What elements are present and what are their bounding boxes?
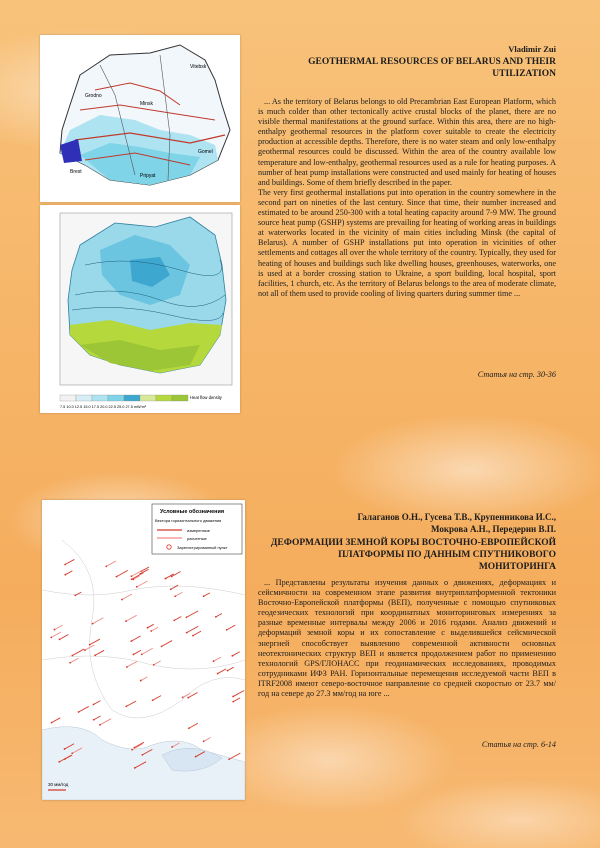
gps-station [131, 575, 133, 577]
gps-station [121, 599, 123, 601]
map2-legend-title: Heat flow density [190, 395, 222, 400]
article2-authors-line1: Галаганов О.Н., Гусева Т.В., Крупенникова И.С., [357, 512, 556, 522]
gps-station [232, 696, 234, 698]
gps-station [50, 636, 52, 638]
gps-station [226, 629, 228, 631]
gps-station [64, 748, 66, 750]
gps-station [188, 727, 190, 729]
gps-station [89, 644, 91, 646]
gps-station [186, 632, 188, 634]
gps-station [182, 697, 184, 699]
gps-station [141, 754, 143, 756]
article1-body [258, 97, 556, 299]
gps-station [93, 704, 95, 706]
article1-author: Vladimir Zui [508, 44, 556, 54]
gps-station [140, 680, 142, 682]
gps-station [116, 576, 118, 578]
gps-station [64, 758, 66, 760]
gps-station [132, 654, 134, 656]
gps-station [170, 588, 172, 590]
belarus-heat-flow-map [40, 205, 240, 413]
article1-page-reference: Статья на стр. 30-36 [477, 370, 556, 379]
gps-station [125, 620, 127, 622]
gps-station [64, 574, 66, 576]
legend-item-station: Зарегистрированный пункт [177, 545, 228, 550]
gps-station [71, 655, 73, 657]
legend-item-calculated: расчетные [187, 536, 207, 541]
gps-station [152, 699, 154, 701]
map1-label-brest: Brest [70, 169, 82, 175]
gps-station [171, 746, 173, 748]
article2-paragraph: ... Представлены результаты изучения данных о движениях, деформациях и сейсмичности на современном этапе развития внутриплатформенной тектоники Восточно-Европейской платформы (ВЕП), полученные с помощью спутниковых геодезических технологий при координатных мониторинговых измерениях за разные временные интервалы между 2006 и 2016 годами. Анализ движений и деформаций земной коры и их сопоставление с выделившейся сейсмической энергией способствует выявлению современной активности основных неотектонических структур ВЕП и является продолжением работ по применению технологий GPS/ГЛОНАСС при геодинамических исследованиях, проводимых сотрудниками ИФЗ РАН. Горизонтальные перемещения исследуемой части ВЕП в ITRF2008 имеют северо-восточное направление со средней скоростью от 23.7 мм/год на севере до 27.3 мм/год на юге ... [258, 578, 556, 699]
gps-station [174, 595, 176, 597]
gps-station [105, 565, 107, 567]
article2-authors-line2: Мокрова А.Н., Передерин В.П. [430, 524, 556, 534]
gps-station [215, 616, 217, 618]
gps-station [203, 740, 205, 742]
gps-station [99, 724, 101, 726]
gps-station [78, 711, 80, 713]
gps-station [134, 767, 136, 769]
gps-station [150, 630, 152, 632]
gps-station [71, 752, 73, 754]
gps-station [139, 573, 141, 575]
article1-paragraph: ... As the territory of Belarus belongs to old Precambrian East European Platform, which is much colder than other tectonically active crustal blocks of the planet, there are no visible thermal manifestations at the ground surface. Within this area, there are no high-enthalpy geothermal resources in the platform cover suitable to create the electricity production at accessible depths. Therefore, there is no water steam and only low-enthalpy geothermal resources could be discussed. Within the area of the country available low temperature and low-enthalpy, geothermal resources used as a rule for heating purposes. A number of heat pump installations were constructed and used mainly for heating of houses and buildings. Some of them briefly described in the paper. [258, 97, 556, 187]
gps-station [228, 758, 230, 760]
gps-station [51, 722, 53, 724]
gps-station [165, 578, 167, 580]
gps-station [93, 719, 95, 721]
gps-station [141, 653, 143, 655]
belarus-geology-map [40, 35, 240, 202]
article1-title: GEOTHERMAL RESOURCES OF BELARUS AND THEIR UTILIZATION [308, 57, 556, 79]
map1-label-vitebsk: Vitebsk [190, 64, 207, 70]
legend-title: Условные обозначения [160, 509, 225, 515]
gps-station [213, 660, 215, 662]
map1-label-gomel: Gomel [198, 149, 213, 155]
gps-station [125, 706, 127, 708]
gps-station [203, 595, 205, 597]
gps-station [59, 638, 61, 640]
gps-station [195, 756, 197, 758]
gps-station [58, 761, 60, 763]
gps-station [147, 627, 149, 629]
gps-station [227, 670, 229, 672]
article2-body [258, 578, 556, 699]
article2-title: ДЕФОРМАЦИИ ЗЕМНОЙ КОРЫ ВОСТОЧНО-ЕВРОПЕЙСКОЙ ПЛАТФОРМЫ ПО ДАННЫМ СПУТНИКОВОГО МОНИТОРИНГА [270, 538, 556, 572]
gps-station [161, 645, 163, 647]
gps-station [192, 635, 194, 637]
gps-station [130, 640, 132, 642]
gps-station [232, 701, 234, 703]
legend-subtitle: Вектора горизонтального движения [155, 518, 222, 523]
gps-station [69, 662, 71, 664]
gps-station [136, 586, 138, 588]
gps-station [126, 666, 128, 668]
gps-station [74, 594, 76, 596]
gps-station [153, 664, 155, 666]
legend-item-measured: измеренные [187, 528, 211, 533]
gps-station [185, 616, 187, 618]
map1-label-minsk: Minsk [140, 101, 154, 107]
gps-station [84, 649, 86, 651]
article1-paragraph: The very first geothermal installations put into operation in the country somewhere in the second part on nineties of the last century. Since that time, their number increased and estimated to be around 250-300 with a total heating capacity around 7-9 MW. The ground source heat pump (GSHP) systems are prevailing for heating of working areas in buildings at waterworks located in the vicinity of main cities including Minsk (the capital of Belarus). A number of GSHP installations put into operation in vicinities of other settlements and cottages all over the whole territory of the country. Typically, they used for heating of houses and buildings such like dwelling houses, greenhouses, waterworks, one is used at a border crossing station to Ukraine, a sport building, local hospital, sport facilities, 1 church, etc. As the territory of Belarus belongs to the area of moderate climate, not all of them used to provide cooling of living quarters during summer time ... [258, 187, 556, 298]
gps-station [92, 623, 94, 625]
gps-station [94, 654, 96, 656]
article2-page-reference: Статья на стр. 6-14 [481, 740, 556, 749]
gps-station [131, 578, 133, 580]
map1-label-grodno: Grodno [85, 93, 102, 99]
gps-station [64, 564, 66, 566]
gps-station [54, 629, 56, 631]
gps-station [231, 655, 233, 657]
scale-label: 30 мм/год [48, 782, 69, 787]
map2-scale-labels: 7.5 10.0 12.5 15.0 17.5 20.0 22.5 25.0 27.5 mW/m² [60, 405, 147, 409]
gps-station [173, 619, 175, 621]
gps-station [187, 697, 189, 699]
gps-station [131, 749, 133, 751]
map1-label-pripyat: Pripyat [140, 173, 156, 179]
gps-station [217, 673, 219, 675]
gps-velocity-map [42, 500, 245, 800]
